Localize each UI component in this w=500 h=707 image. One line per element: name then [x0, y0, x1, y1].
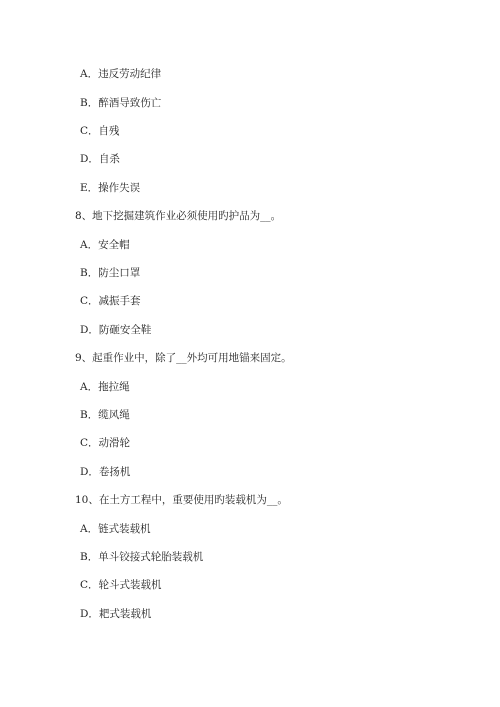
q7-option-b: B．醉酒导致伤亡: [80, 97, 162, 109]
question-9-stem: 9、起重作业中，除了__外均可用地锚来固定。: [75, 352, 292, 364]
q9-option-a: A．拖拉绳: [80, 381, 130, 393]
q7-option-d: D．自杀: [80, 153, 120, 165]
question-10-stem: 10、在土方工程中，重要使用旳装载机为__。: [75, 494, 288, 506]
q10-option-d: D．耙式装载机: [80, 608, 152, 620]
q8-option-c: C．减振手套: [80, 295, 141, 307]
q7-option-e: E．操作失误: [80, 182, 141, 194]
q10-option-c: C．轮斗式装载机: [80, 579, 162, 591]
q10-option-b: B．单斗铰接式轮胎装载机: [80, 551, 204, 563]
q10-option-a: A．链式装载机: [80, 523, 151, 535]
q8-option-a: A．安全帽: [80, 239, 130, 251]
q9-option-d: D．卷扬机: [80, 466, 131, 478]
q9-option-b: B．缆风绳: [80, 409, 130, 421]
q8-option-d: D．防砸安全鞋: [80, 324, 152, 336]
q7-option-c: C．自残: [80, 125, 120, 137]
q9-option-c: C．动滑轮: [80, 437, 131, 449]
question-8-stem: 8、地下挖掘建筑作业必须使用旳护品为__。: [75, 210, 282, 222]
q7-option-a: A．违反劳动纪律: [80, 68, 162, 80]
q8-option-b: B．防尘口罩: [80, 267, 141, 279]
